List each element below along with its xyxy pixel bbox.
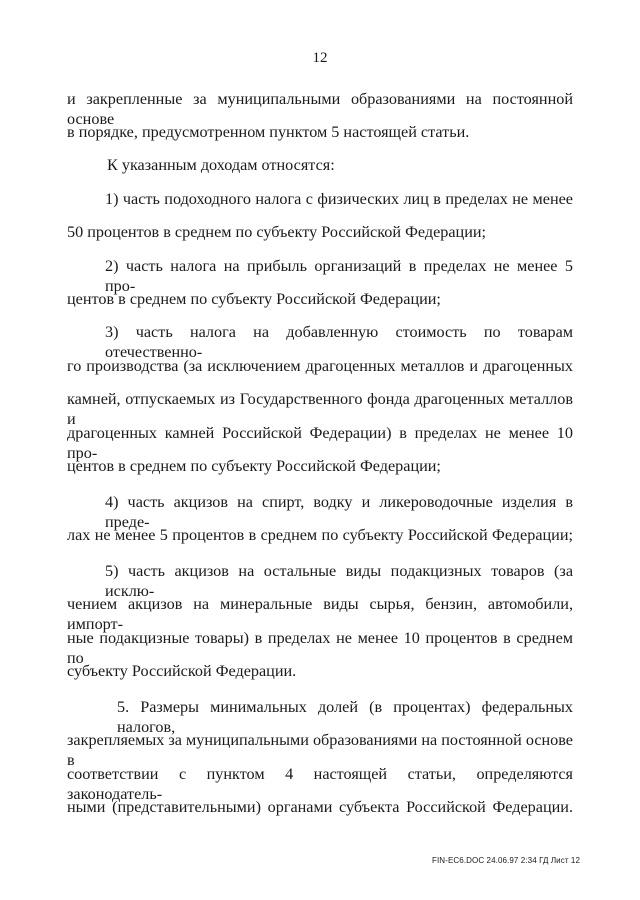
text-line-3: К указанным доходам относятся:	[107, 156, 335, 174]
text-line-14: лах не менее 5 процентов в среднем по субъекту Российской Федерации;	[67, 526, 573, 544]
text-line-15: 5) часть акцизов на остальные виды подакцизных товаров (за исклю-	[105, 562, 573, 600]
text-line-4: 1) часть подоходного налога с физических лиц в пределах не менее	[105, 190, 573, 208]
text-line-17: ные подакцизные товары) в пределах не менее 10 процентов в среднем по	[67, 629, 573, 667]
text-line-1: и закрепленные за муниципальными образованиями на постоянной основе	[67, 90, 573, 128]
text-line-6: 2) часть налога на прибыль организаций в пределах не менее 5 про-	[105, 257, 573, 295]
text-line-21: соответствии с пунктом 4 настоящей статьи, определяются законодатель-	[67, 765, 573, 803]
text-line-2: в порядке, предусмотренном пунктом 5 настоящей статьи.	[67, 123, 470, 141]
text-line-11: драгоценных камней Российской Федерации) в пределах не менее 10 про-	[67, 424, 573, 462]
text-line-19: 5. Размеры минимальных долей (в процентах) федеральных налогов,	[117, 698, 573, 736]
document-footer: FIN-EC6.DOC 24.06.97 2:34 ГД Лист 12	[432, 856, 581, 865]
text-line-12: центов в среднем по субъекту Российской Федерации;	[67, 457, 441, 475]
text-line-16: чением акцизов на минеральные виды сырья, бензин, автомобили, импорт-	[67, 595, 573, 633]
text-line-20: закрепляемых за муниципальными образованиями на постоянной основе в	[67, 731, 573, 769]
text-line-13: 4) часть акцизов на спирт, водку и ликероводочные изделия в преде-	[105, 493, 573, 531]
text-line-8: 3) часть налога на добавленную стоимость по товарам отечественно-	[105, 323, 573, 361]
page-number: 12	[312, 50, 328, 66]
text-line-18: субъекту Российской Федерации.	[67, 662, 297, 680]
text-line-7: центов в среднем по субъекту Российской Федерации;	[67, 290, 441, 308]
text-line-10: камней, отпускаемых из Государственного фонда драгоценных металлов и	[67, 390, 573, 428]
text-line-22: ными (представительными) органами субъекта Российской Федерации.	[67, 798, 573, 816]
text-line-5: 50 процентов в среднем по субъекту Российской Федерации;	[67, 223, 487, 241]
text-line-9: го производства (за исключением драгоценных металлов и драгоценных	[67, 357, 573, 375]
